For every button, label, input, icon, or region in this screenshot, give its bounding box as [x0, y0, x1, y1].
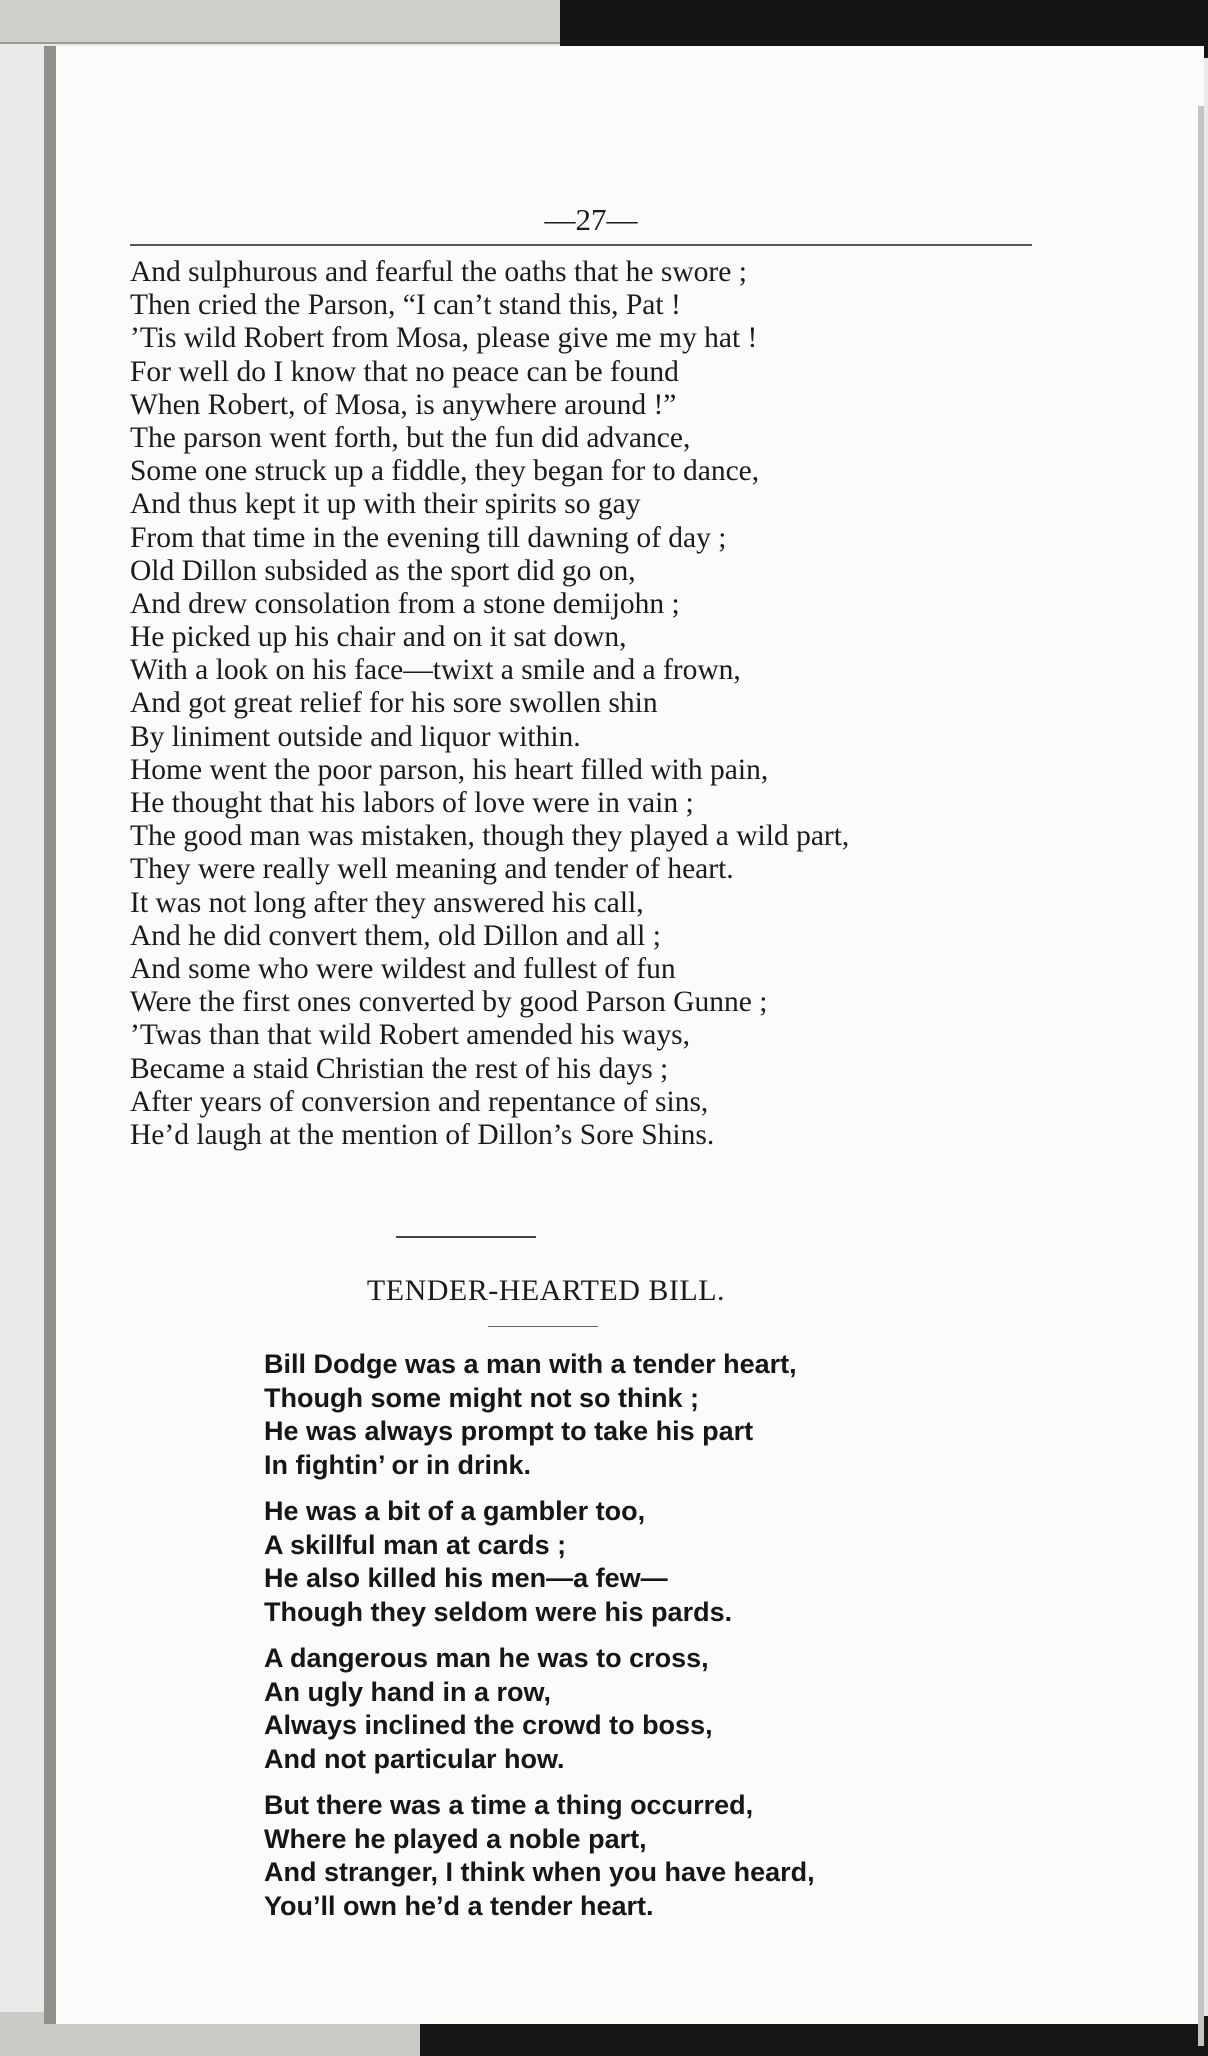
- stanza-line: A skillful man at cards ;: [264, 1529, 567, 1560]
- stanza-line: He was a bit of a gambler too,: [264, 1496, 646, 1526]
- poem-line: Old Dillon subsided as the sport did go on,: [130, 554, 636, 587]
- poem-line: The good man was mistaken, though they played a wild part,: [130, 820, 850, 853]
- poem-line: They were really well meaning and tender of heart.: [130, 853, 734, 886]
- stanza: [264, 1642, 964, 1776]
- book-page: [44, 46, 1204, 2024]
- poem-line: The parson went forth, but the fun did advance,: [130, 421, 691, 454]
- stanza-line: Where he played a noble part,: [264, 1823, 647, 1854]
- poem-line: Some one struck up a fiddle, they began for to dance,: [130, 455, 760, 488]
- poem-line: And some who were wildest and fullest of fun: [130, 952, 676, 985]
- poem-line: Home went the poor parson, his heart filled with pain,: [130, 753, 769, 786]
- poem-line: And thus kept it up with their spirits so gay: [130, 488, 641, 521]
- poem-line: And got great relief for his sore swollen shin: [130, 687, 658, 720]
- poem-line: Then cried the Parson, “I can’t stand this, Pat !: [130, 289, 681, 322]
- poem-line: He thought that his labors of love were in vain ;: [130, 787, 694, 819]
- ballad-tender-hearted-bill: [264, 1348, 964, 1936]
- poem-line: And drew consolation from a stone demijohn ;: [130, 587, 680, 620]
- poem-line: ’Tis wild Robert from Mosa, please give me my hat !: [130, 322, 758, 355]
- header-rule: [130, 244, 1032, 246]
- poem-line: He’d laugh at the mention of Dillon’s Sore Shins.: [130, 1118, 715, 1151]
- stanza: [264, 1789, 964, 1923]
- stanza: [264, 1495, 964, 1629]
- title-underline: [488, 1326, 598, 1327]
- stanza-line: A dangerous man he was to cross,: [264, 1643, 709, 1673]
- scan-edge-top: [0, 0, 610, 44]
- poem-line: And he did convert them, old Dillon and all ;: [130, 919, 661, 952]
- poem-line: It was not long after they answered his call,: [130, 886, 644, 919]
- poem-line: From that time in the evening till dawning of day ;: [130, 521, 727, 554]
- poem-title: TENDER-HEARTED BILL.: [366, 1274, 726, 1307]
- stanza-line: He was always prompt to take his part: [264, 1416, 754, 1446]
- section-divider: [396, 1236, 536, 1238]
- poem-line: Became a staid Christian the rest of his days ;: [130, 1052, 669, 1085]
- poem-line: With a look on his face—twixt a smile and a frown,: [130, 654, 741, 687]
- stanza-line: Bill Dodge was a man with a tender heart,: [264, 1349, 797, 1379]
- stanza-line: He also killed his men—a few—: [264, 1563, 668, 1593]
- stanza-line: An ugly hand in a row,: [264, 1676, 552, 1707]
- poem-line: And sulphurous and fearful the oaths that he swore ;: [130, 256, 747, 288]
- page-content: [56, 46, 1204, 2024]
- poem-continued: [130, 256, 1190, 1152]
- stanza: [264, 1348, 964, 1482]
- stanza-line: You’ll own he’d a tender heart.: [264, 1890, 654, 1921]
- poem-line: After years of conversion and repentance of sins,: [130, 1085, 709, 1118]
- stanza-line: Though they seldom were his pards.: [264, 1596, 733, 1627]
- poem-line: For well do I know that no peace can be found: [130, 355, 679, 388]
- poem-line: When Robert, of Mosa, is anywhere around !”: [130, 388, 677, 421]
- poem-line: Were the first ones converted by good Parson Gunne ;: [130, 986, 768, 1019]
- stanza-line: But there was a time a thing occurred,: [264, 1790, 754, 1820]
- stanza-line: Though some might not so think ;: [264, 1382, 699, 1413]
- poem-line: ’Twas than that wild Robert amended his ways,: [130, 1019, 690, 1052]
- stanza-line: Always inclined the crowd to boss,: [264, 1710, 713, 1740]
- stanza-line: And stranger, I think when you have heard,: [264, 1857, 815, 1887]
- poem-line: By liniment outside and liquor within.: [130, 720, 581, 753]
- stanza-line: And not particular how.: [264, 1743, 565, 1774]
- stanza-line: In fightin’ or in drink.: [264, 1449, 531, 1480]
- poem-line: He picked up his chair and on it sat down,: [130, 621, 627, 654]
- page-number: —27—: [544, 202, 638, 237]
